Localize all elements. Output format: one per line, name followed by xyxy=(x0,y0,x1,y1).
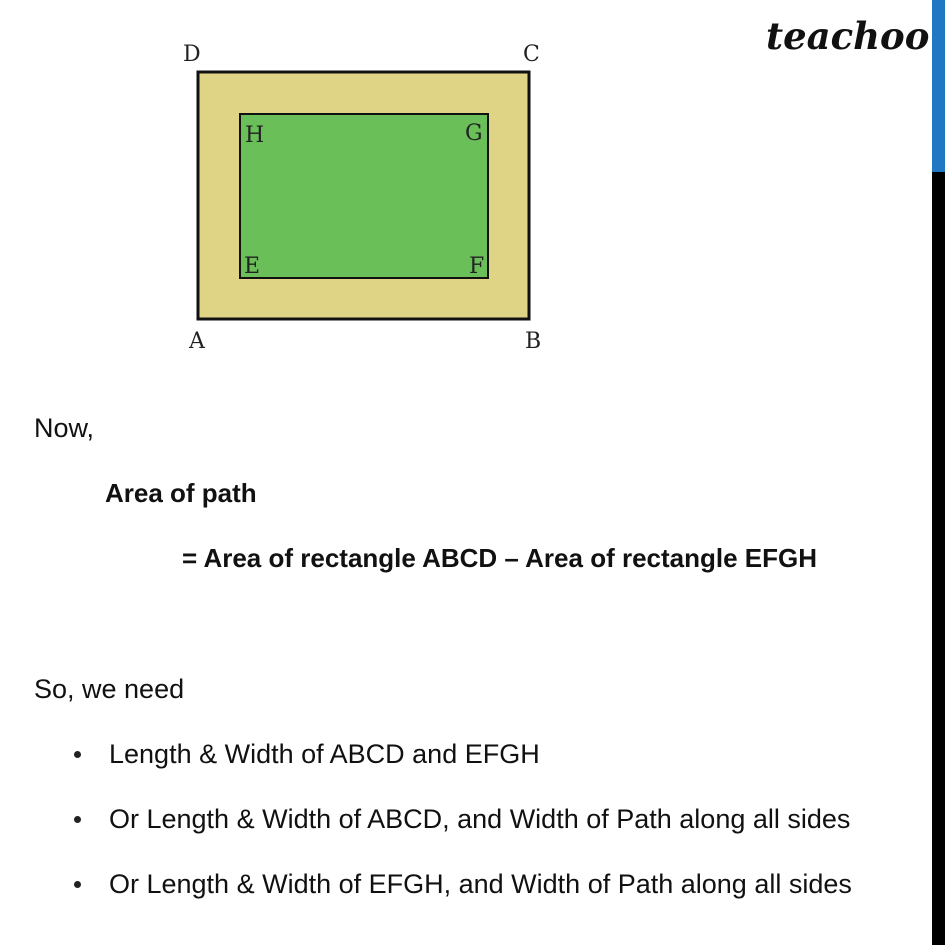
scrollbar-thumb[interactable] xyxy=(932,0,945,172)
bullet-item-2: Or Length & Width of ABCD, and Width of Path along all sides xyxy=(109,804,851,834)
vertex-label-f: F xyxy=(469,254,485,279)
intro-text: Now, xyxy=(34,413,95,443)
vertex-label-c: C xyxy=(523,42,540,67)
vertex-label-g: G xyxy=(465,121,483,146)
bullet-dot xyxy=(74,816,81,823)
teachoo-logo: teachoo xyxy=(766,14,930,58)
vertex-label-b: B xyxy=(525,329,542,354)
need-intro-text: So, we need xyxy=(34,674,185,704)
area-formula: = Area of rectangle ABCD – Area of rectangle EFGH xyxy=(182,543,818,573)
bullet-item-1: Length & Width of ABCD and EFGH xyxy=(109,739,540,769)
area-of-path-heading: Area of path xyxy=(105,478,257,508)
bullet-item-3: Or Length & Width of EFGH, and Width of Path along all sides xyxy=(109,869,852,899)
vertex-label-d: D xyxy=(183,42,201,67)
vertex-label-e: E xyxy=(244,254,261,279)
inner-rectangle-efgh xyxy=(240,114,488,278)
bullet-dot xyxy=(74,751,81,758)
rectangle-path-diagram xyxy=(180,36,560,356)
vertex-label-a: A xyxy=(189,329,205,354)
bullet-dot xyxy=(74,881,81,888)
vertex-label-h: H xyxy=(245,123,265,148)
